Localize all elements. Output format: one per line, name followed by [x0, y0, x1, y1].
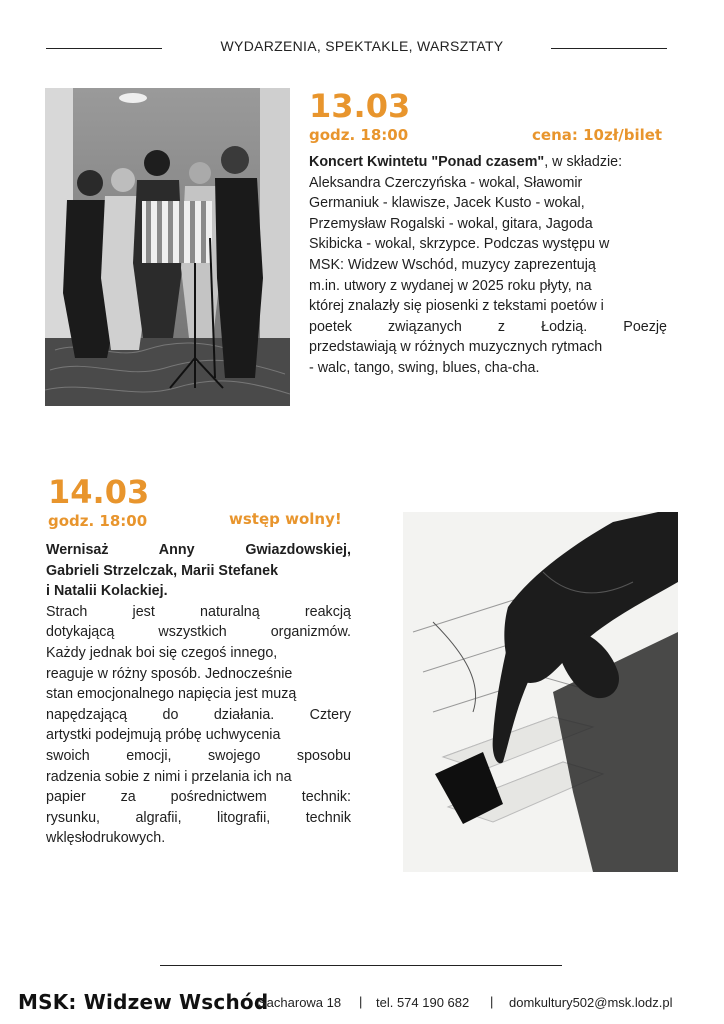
event2-line: dotykającą wszystkich organizmów. [46, 624, 351, 641]
event1-date: 13.03 [309, 87, 411, 125]
event2-line: Strach jest naturalną reakcją [46, 603, 351, 620]
event2-line: swoich emocji, swojego sposobu [46, 747, 351, 764]
event1-line: Germaniuk - klawisze, Jacek Kusto - wokal, [309, 195, 585, 212]
event2-title-line: i Natalii Kolackiej. [46, 583, 168, 600]
artwork-illustration [403, 512, 678, 872]
event2-line: papier za pośrednictwem technik: [46, 789, 351, 806]
footer-address: Sacharowa 18 [258, 995, 342, 1010]
event2-line: stan emocjonalnego napięcia jest muzą [46, 686, 297, 703]
header-rule-right [551, 48, 667, 49]
footer-separator: | [359, 994, 363, 1009]
event1-line: przedstawiają w różnych muzycznych rytmach [309, 339, 603, 356]
section-title: WYDARZENIA, SPEKTAKLE, WARSZTATY [220, 38, 504, 54]
footer-rule [160, 965, 562, 966]
event1-line-1: Koncert Kwintetu "Ponad czasem", w składzie: [309, 154, 623, 170]
event2-date: 14.03 [48, 473, 150, 511]
event2-line: napędzającą do działania. Cztery [46, 706, 351, 723]
event2-line: Każdy jednak boi się czegoś innego, [46, 644, 278, 661]
event1-title: Koncert Kwintetu "Ponad czasem" [309, 154, 545, 170]
event1-line: Przemysław Rogalski - wokal, gitara, Jagoda [309, 215, 593, 232]
event1-line: MSK: Widzew Wschód, muzycy zaprezentują [309, 256, 596, 273]
event2-time: godz. 18:00 [48, 512, 148, 530]
event2-line: artystki podejmują próbę uchwycenia [46, 727, 281, 744]
event2-line: radzenia sobie z nimi i przelania ich na [46, 768, 292, 785]
footer-email[interactable]: domkultury502@msk.lodz.pl [509, 995, 673, 1010]
footer-separator: | [490, 994, 494, 1009]
brand-logo: MSK: Widzew Wschód [18, 990, 269, 1014]
event2-title-line: Wernisaż Anny Gwiazdowskiej, [46, 542, 351, 558]
event1-line: której znalazły się piosenki z tekstami poetów i [309, 298, 604, 315]
footer-phone: tel. 574 190 682 [376, 995, 470, 1010]
event1-line: Aleksandra Czerczyńska - wokal, Sławomir [309, 174, 583, 191]
event1-description [309, 152, 667, 379]
event1-line: Skibicka - wokal, skrzypce. Podczas występu w [309, 236, 610, 253]
band-photo [45, 88, 290, 406]
event1-line: poetek związanych z Łodzią. Poezję [309, 318, 667, 335]
event1-line: - walc, tango, swing, blues, cha-cha. [309, 359, 540, 376]
event2-line: wklęsłodrukowych. [46, 830, 166, 847]
event1-line: m.in. utwory z wydanej w 2025 roku płyty, na [309, 277, 592, 294]
event1-time: godz. 18:00 [309, 126, 409, 144]
band-photo-illustration [45, 88, 290, 406]
artwork-image [403, 512, 678, 872]
event2-price: wstęp wolny! [229, 510, 342, 528]
event1-price: cena: 10zł/bilet [532, 126, 663, 144]
event2-line: reaguje w różny sposób. Jednocześnie [46, 665, 293, 682]
event2-line: rysunku, algrafii, litografii, technik [46, 809, 351, 826]
event2-title-line: Gabrieli Strzelczak, Marii Stefanek [46, 562, 279, 579]
event2-description [46, 540, 351, 849]
